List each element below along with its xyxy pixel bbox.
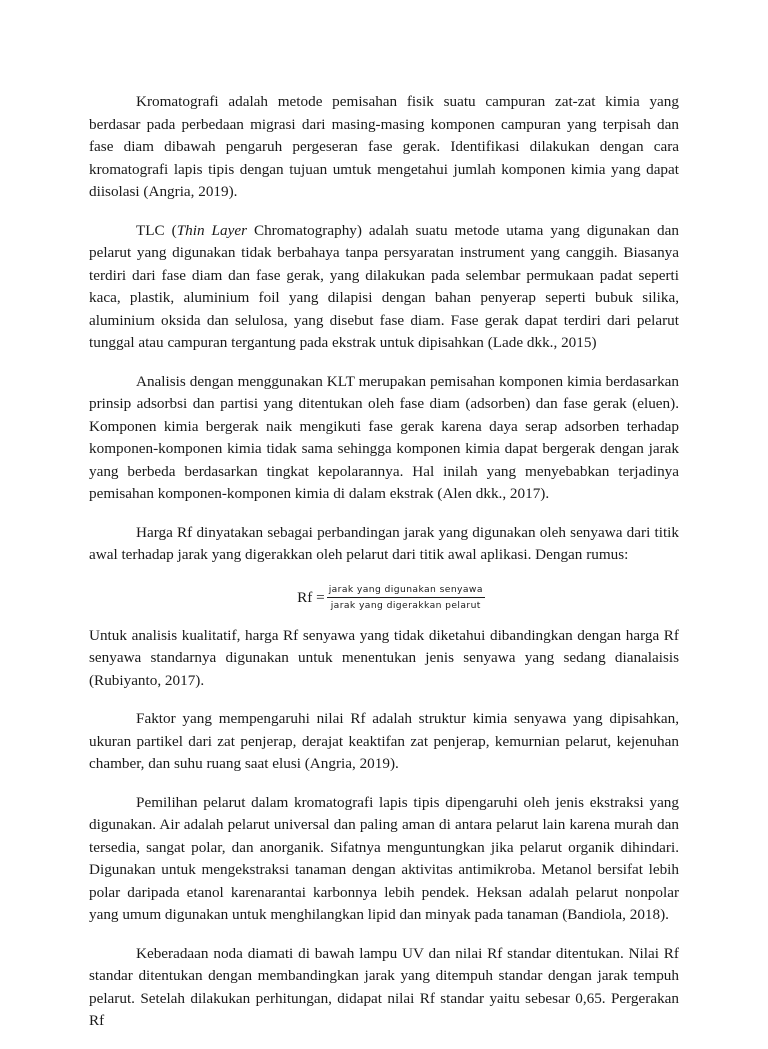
rf-denominator: jarak yang digerakkan pelarut — [330, 600, 481, 611]
paragraph-tlc — [89, 220, 679, 355]
paragraph-tlc-italic: Thin Layer — [176, 221, 247, 239]
paragraph-pemilihan-pelarut: Pemilihan pelarut dalam kromatografi lapis tipis dipengaruhi oleh jenis ekstraksi yang digunakan. Air adalah pelarut universal dan paling aman di antara pelarut lain karena murah dan tersedia, sangat polar, dan anorganik. Sifatnya menguntungkan jika pelarut organik dihindari. Digunakan untuk mengekstraksi tanaman dengan aktivitas antimikroba. Metanol bersifat lebih polar daripada etanol karenarantai karbonnya lebih pendek. Heksan adalah pelarut nonpolar yang umum digunakan untuk menghilangkan lipid dan minyak pada tanaman (Bandiola, 2018). — [89, 793, 679, 923]
rf-fraction — [327, 584, 485, 611]
paragraph-tlc-start: TLC ( — [136, 221, 177, 239]
paragraph-tlc-rest: Chromatography) adalah suatu metode utama yang digunakan dan pelarut yang digunakan tidak berbahaya tanpa persyaratan instrument yang canggih. Biasanya terdiri dari fase diam dan fase gerak, yang dilakukan pada selembar permukaan padat seperti kaca, plastik, aluminium foil yang dilapisi dengan bahan penyerap seperti bubuk silika, aluminium oksida dan selulosa, yang disebut fase diam. Fase gerak dapat terdiri dari pelarut tunggal atau campuran tergantung pada ekstrak untuk dipisahkan (Lade dkk., 2015) — [89, 221, 679, 351]
rf-formula — [89, 581, 679, 615]
paragraph-analisis-kualitatif: Untuk analisis kualitatif, harga Rf senyawa yang tidak diketahui dibandingkan dengan harga Rf senyawa standarnya digunakan untuk menentukan jenis senyawa yang sedang dianalaisis (Rubiyanto, 2017). — [89, 626, 679, 689]
paragraph-harga-rf: Harga Rf dinyatakan sebagai perbandingan jarak yang digunakan oleh senyawa dari titik awal terhadap jarak yang digerakkan oleh pelarut dari titik awal aplikasi. Dengan rumus: — [89, 523, 679, 563]
document-page — [89, 91, 679, 1049]
rf-formula-lhs: Rf = — [297, 588, 325, 606]
rf-numerator: jarak yang digunakan senyawa — [327, 584, 485, 598]
paragraph-klt: Analisis dengan menggunakan KLT merupakan pemisahan komponen kimia berdasarkan prinsip adsorbsi dan partisi yang ditentukan oleh fase diam (adsorben) dan fase gerak (eluen). Komponen kimia bergerak naik mengikuti fase gerak karena daya serap adsorben terhadap komponen-komponen kimia tidak sama sehingga komponen kimia dapat bergerak dengan jarak yang berbeda berdasarkan tingkat kepolarannya. Hal inilah yang menyebabkan terjadinya pemisahan komponen-komponen kimia di dalam ekstrak (Alen dkk., 2017). — [89, 372, 679, 502]
paragraph-kromatografi: Kromatografi adalah metode pemisahan fisik suatu campuran zat-zat kimia yang berdasar pada perbedaan migrasi dari masing-masing komponen campuran yang terpisah dan fase diam dibawah pengaruh pergeseran fase gerak. Identifikasi dilakukan dengan cara kromatografi lapis tipis dengan tujuan umtuk mengetahui jumlah komponen kimia yang dapat diisolasi (Angria, 2019). — [89, 93, 679, 200]
paragraph-faktor-rf: Faktor yang mempengaruhi nilai Rf adalah struktur kimia senyawa yang dipisahkan, ukuran partikel dari zat penjerap, derajat keaktifan zat penjerap, kemurnian pelarut, kejenuhan chamber, dan suhu ruang saat elusi (Angria, 2019). — [89, 710, 679, 772]
paragraph-keberadaan-noda: Keberadaan noda diamati di bawah lampu UV dan nilai Rf standar ditentukan. Nilai Rf standar ditentukan dengan membandingkan jarak yang ditempuh standar dengan jarak tempuh pelarut. Setelah dilakukan perhitungan, didapat nilai Rf standar yaitu sebesar 0,65. Pergerakan Rf — [89, 944, 679, 1029]
